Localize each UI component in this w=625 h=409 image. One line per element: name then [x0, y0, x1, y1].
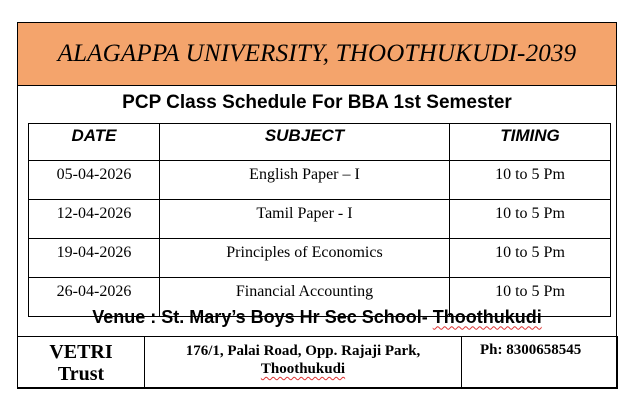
cell-subject: Financial Accounting: [160, 278, 450, 317]
column-header-date: DATE: [29, 124, 160, 161]
schedule-document: [17, 22, 617, 388]
cell-subject: Tamil Paper - I: [160, 200, 450, 239]
address-line-2: Thoothukudi: [260, 361, 346, 377]
organization-name: [18, 337, 145, 389]
cell-subject: English Paper – I: [160, 161, 450, 200]
cell-timing: 10 to 5 Pm: [450, 239, 611, 278]
address-line-1: 176/1, Palai Road, Opp. Rajaji Park,: [185, 343, 421, 359]
phone-number: Ph: 8300658545: [462, 337, 618, 389]
cell-timing: 10 to 5 Pm: [450, 278, 611, 317]
table-row: [29, 200, 611, 239]
schedule-subtitle: PCP Class Schedule For BBA 1st Semester: [122, 92, 512, 113]
column-header-subject: SUBJECT: [160, 124, 450, 161]
cell-timing: 10 to 5 Pm: [450, 161, 611, 200]
footer-table: [17, 336, 618, 389]
venue-line: [18, 297, 616, 337]
venue-label: Venue : St. Mary’s Boys Hr Sec School-: [92, 306, 428, 327]
table-row: [29, 161, 611, 200]
cell-timing: 10 to 5 Pm: [450, 200, 611, 239]
cell-date: 19-04-2026: [29, 239, 160, 278]
table-header-row: [29, 124, 611, 161]
organization-line-2: Trust: [57, 363, 105, 385]
address: [145, 337, 462, 389]
venue-place: Thoothukudi: [432, 306, 542, 327]
column-header-timing: TIMING: [450, 124, 611, 161]
university-title: ALAGAPPA UNIVERSITY, THOOTHUKUDI-2039: [18, 23, 616, 86]
cell-date: 05-04-2026: [29, 161, 160, 200]
organization-line-1: VETRI: [49, 341, 113, 363]
cell-date: 12-04-2026: [29, 200, 160, 239]
cell-subject: Principles of Economics: [160, 239, 450, 278]
table-row: [29, 239, 611, 278]
cell-date: 26-04-2026: [29, 278, 160, 317]
schedule-table: [28, 123, 611, 317]
